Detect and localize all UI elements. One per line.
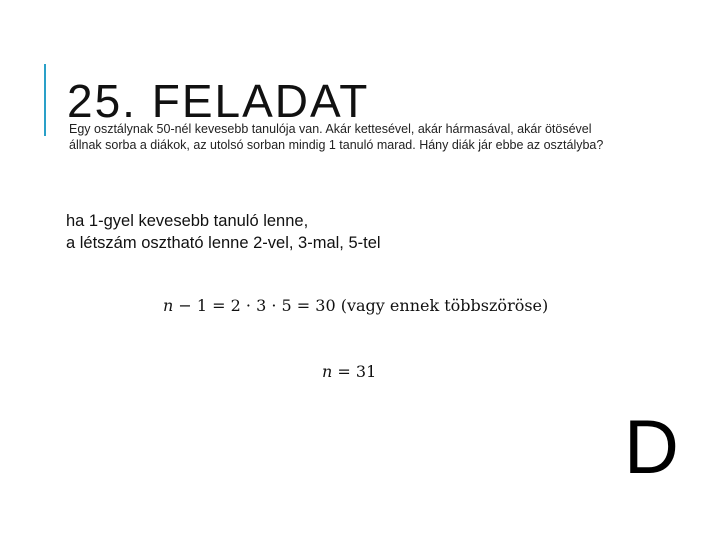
- equation-1: [163, 296, 548, 315]
- equation-2-rest: = 31: [332, 362, 377, 381]
- solution-line-1: ha 1-gyel kevesebb tanuló lenne,: [66, 212, 309, 230]
- equation-2: [322, 362, 376, 381]
- problem-text: Egy osztálynak 50-nél kevesebb tanulója van. Akár kettesével, akár hármasával, akár ötösével állnak sorba a diákok, az utolsó sorban mindig 1 tanuló marad. Hány diák jár ebbe az osztályba?: [69, 122, 604, 152]
- solution-text: [66, 210, 381, 254]
- equation-1-variable: n: [163, 296, 174, 315]
- equation-1-rest: − 1 = 2 · 3 · 5 = 30 (vagy ennek többszöröse): [173, 296, 549, 315]
- title-accent-bar: [44, 64, 46, 136]
- slide-title: 25. FELADAT: [67, 75, 370, 127]
- equation-2-variable: n: [322, 362, 333, 381]
- solution-line-2: a létszám osztható lenne 2-vel, 3-mal, 5-tel: [66, 234, 381, 252]
- answer-letter: D: [624, 405, 679, 490]
